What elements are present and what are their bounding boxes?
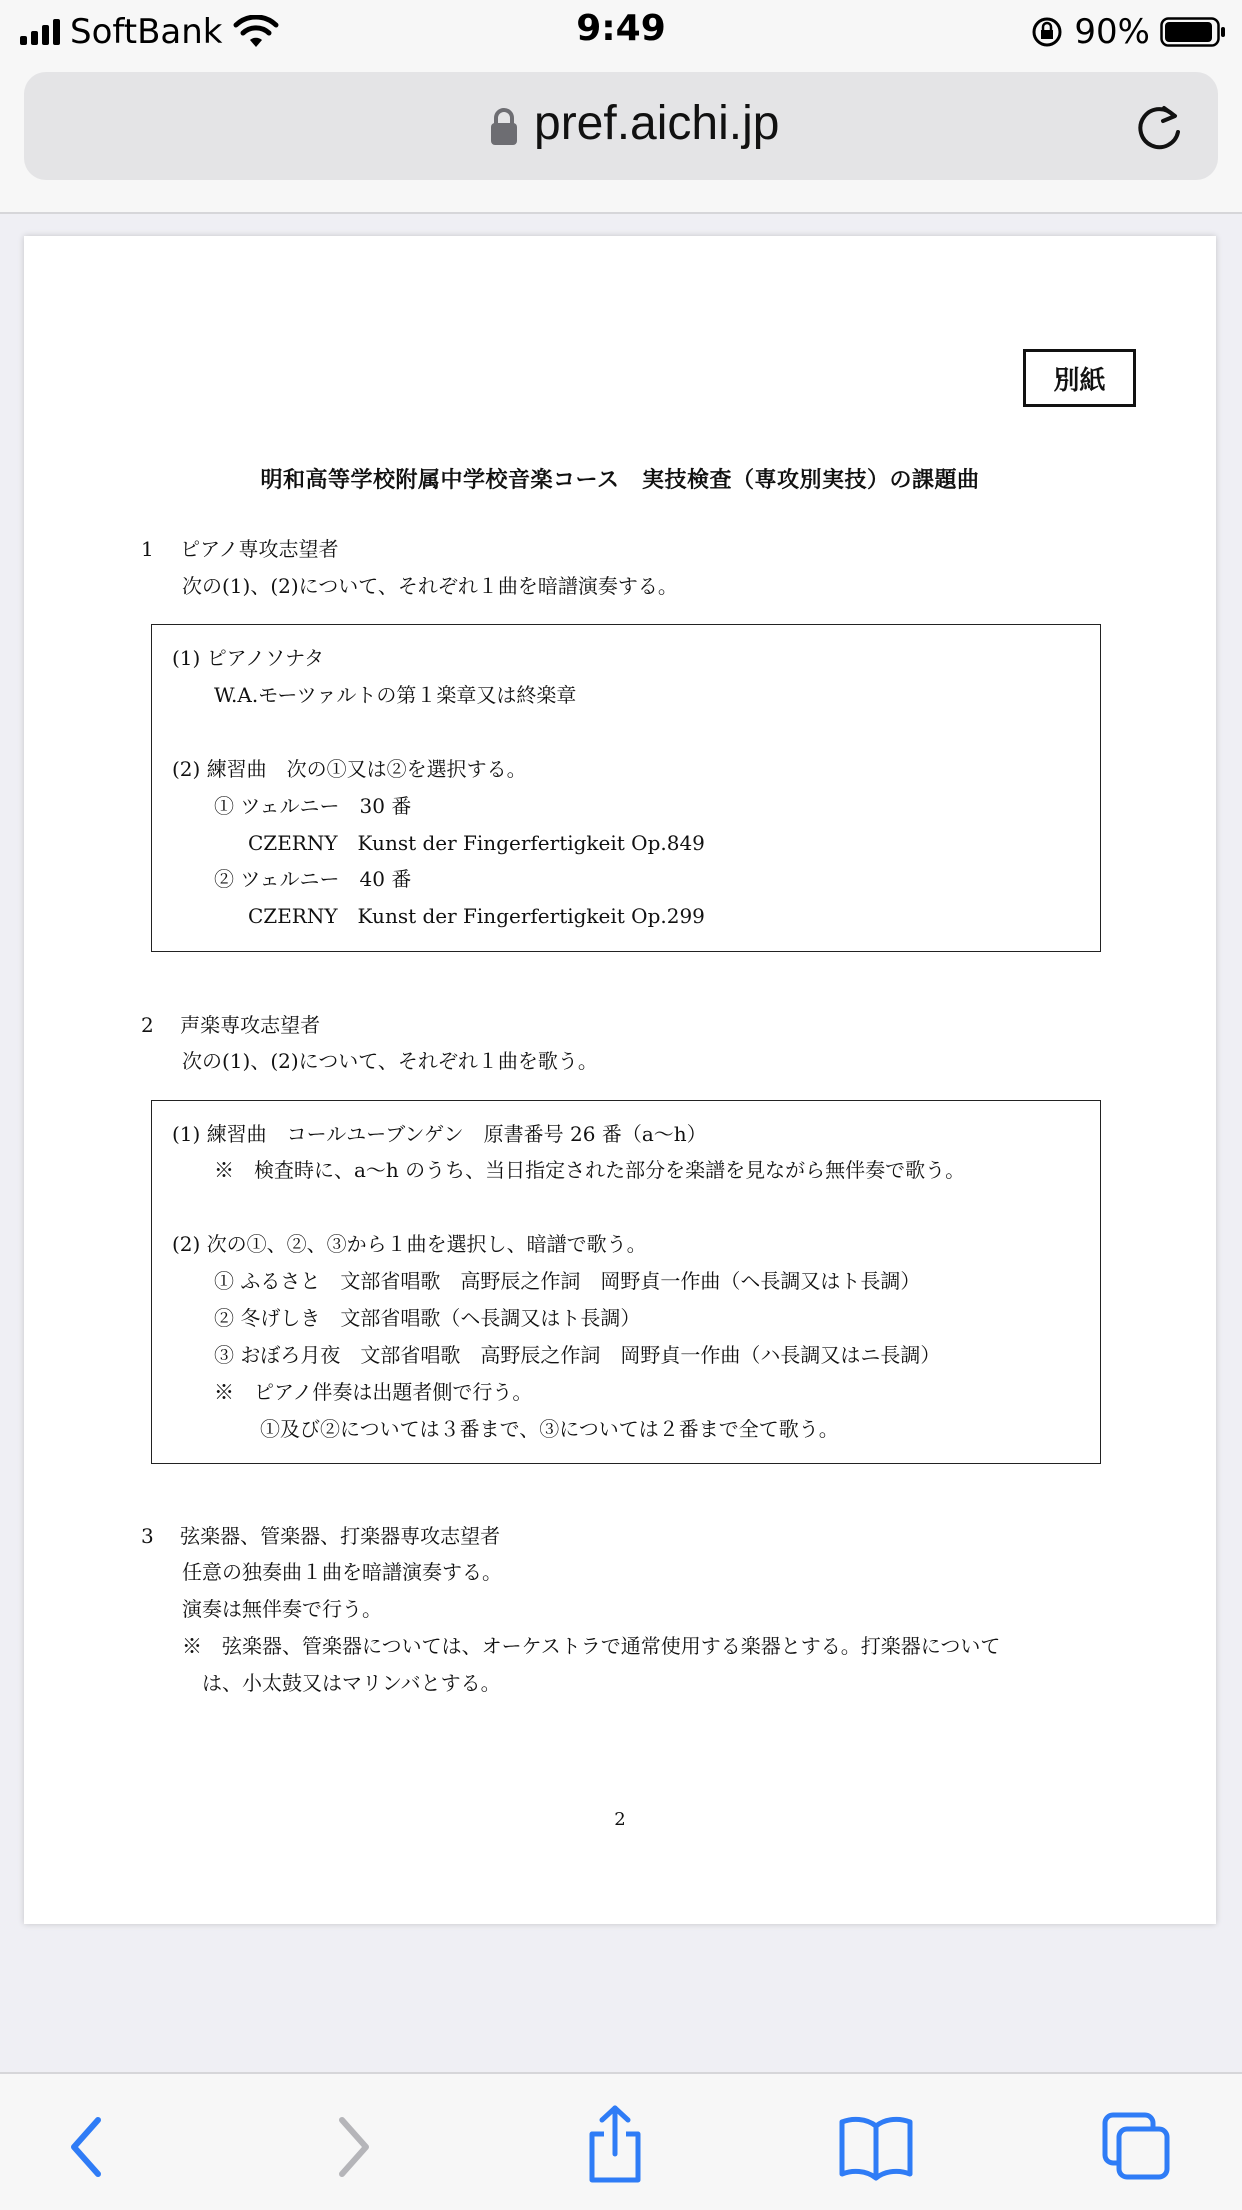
section-3-line: は、小太鼓又はマリンバとする。 [202, 1671, 501, 1695]
address-bar-area [0, 62, 1242, 214]
box-line: ① ツェルニー 30 番 [214, 794, 412, 818]
status-bar [0, 0, 1242, 62]
box-line: ※ ピアノ伴奏は出題者側で行う。 [214, 1380, 533, 1404]
pdf-page [24, 236, 1216, 1924]
bookmarks-icon[interactable] [838, 2112, 914, 2182]
box-line: W.A.モーツァルトの第１楽章又は終楽章 [214, 683, 577, 707]
browser-toolbar [0, 2072, 1242, 2210]
section-3-heading: 3 弦楽器、管楽器、打楽器専攻志望者 [141, 1524, 501, 1548]
box-line: ② 冬げしき 文部省唱歌（ヘ長調又はト長調） [214, 1306, 641, 1330]
section-1-intro: 次の(1)、(2)について、それぞれ１曲を暗譜演奏する。 [182, 574, 678, 598]
box-line: CZERNY Kunst der Fingerfertigkeit Op.299 [248, 904, 705, 928]
battery-icon [1160, 17, 1226, 47]
box-line: ※ 検査時に、a〜h のうち、当日指定された部分を楽譜を見ながら無伴奏で歌う。 [214, 1158, 966, 1182]
reload-icon[interactable] [1134, 102, 1186, 154]
page-number: 2 [614, 1809, 626, 1830]
address-bar[interactable] [24, 72, 1218, 180]
carrier-name: SoftBank [70, 12, 223, 52]
box-line: (2) 練習曲 次の①又は②を選択する。 [172, 757, 527, 781]
section-1-heading: 1 ピアノ専攻志望者 [141, 537, 339, 561]
box-line: ③ おぼろ月夜 文部省唱歌 高野辰之作詞 岡野貞一作曲（ハ長調又はニ長調） [214, 1343, 941, 1367]
forward-icon[interactable] [318, 2112, 388, 2182]
section-3-line: 任意の独奏曲１曲を暗譜演奏する。 [182, 1560, 502, 1584]
box-line: (2) 次の①、②、③から１曲を選択し、暗譜で歌う。 [172, 1232, 647, 1256]
url-text[interactable]: pref.aichi.jp [534, 97, 780, 150]
box-line: (1) 練習曲 コールユーブンゲン 原書番号 26 番（a〜h） [172, 1122, 707, 1146]
orientation-lock-icon [1030, 15, 1064, 49]
share-icon[interactable] [580, 2104, 650, 2184]
battery-percentage: 90% [1074, 12, 1150, 52]
box-line: CZERNY Kunst der Fingerfertigkeit Op.849 [248, 831, 705, 855]
box-line: ② ツェルニー 40 番 [214, 867, 412, 891]
lock-icon [490, 108, 518, 146]
section-2-intro: 次の(1)、(2)について、それぞれ１曲を歌う。 [182, 1049, 598, 1073]
box-line: (1) ピアノソナタ [172, 646, 325, 670]
clock: 9:49 [576, 8, 666, 49]
box-line: ① ふるさと 文部省唱歌 高野辰之作詞 岡野貞一作曲（ヘ長調又はト長調） [214, 1269, 921, 1293]
box-line: ①及び②については３番まで、③については２番まで全て歌う。 [260, 1417, 839, 1441]
section-3-line: ※ 弦楽器、管楽器については、オーケストラで通常使用する楽器とする。打楽器について [182, 1634, 1001, 1658]
document-title: 明和高等学校附属中学校音楽コース 実技検査（専攻別実技）の課題曲 [260, 468, 980, 493]
attachment-stamp: 別紙 [1023, 349, 1136, 407]
section-3-line: 演奏は無伴奏で行う。 [182, 1597, 382, 1621]
section-2-heading: 2 声楽専攻志望者 [141, 1013, 321, 1037]
back-icon[interactable] [52, 2112, 122, 2182]
tabs-icon[interactable] [1102, 2112, 1172, 2182]
